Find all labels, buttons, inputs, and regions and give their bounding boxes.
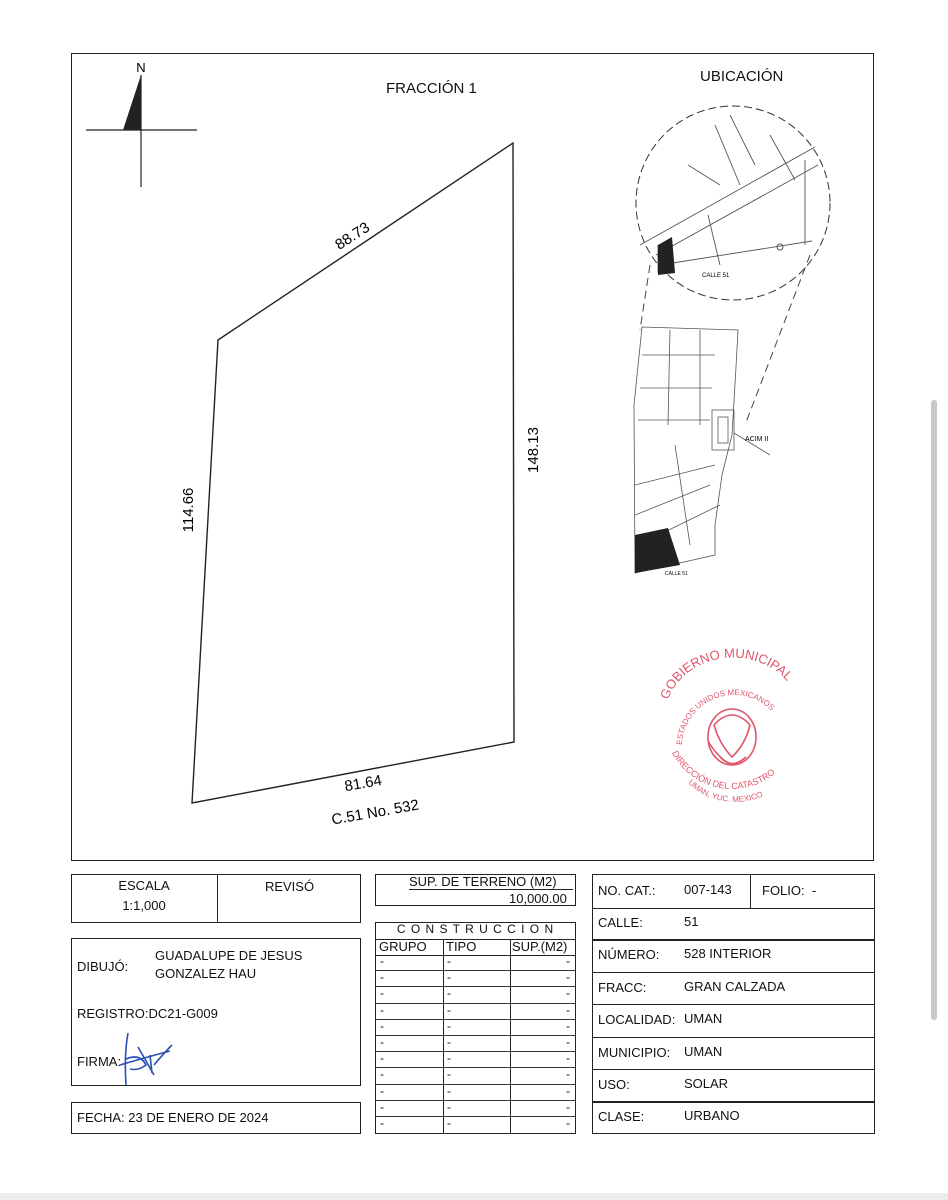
construction-cell: - — [447, 1083, 451, 1098]
cat-label: NO. CAT.: — [598, 883, 656, 898]
construction-cell: - — [566, 1067, 570, 1082]
seal-place-text: UMAN, YUC. MEXICO — [686, 777, 764, 804]
construction-cell: - — [380, 1116, 384, 1130]
construction-cell: - — [380, 1035, 384, 1049]
seal-bottom-text: DIRECCIÓN DEL CATASTRO — [670, 748, 777, 792]
construction-row-divider — [375, 1019, 576, 1020]
construction-row-divider — [375, 1100, 576, 1101]
construction-cell: - — [380, 1067, 384, 1082]
construction-row-divider — [375, 970, 576, 971]
info-row-value: URBANO — [684, 1108, 740, 1124]
construction-cell: - — [566, 970, 570, 985]
info-row-label: NÚMERO: — [598, 947, 660, 963]
construction-cell: - — [380, 1018, 384, 1033]
info-row-value: GRAN CALZADA — [684, 978, 786, 994]
info-row-divider — [592, 972, 875, 973]
construction-header-tipo: TIPO — [446, 939, 477, 954]
land-surface-value: 10,000.00 — [509, 891, 567, 906]
scale-label: ESCALA — [118, 878, 170, 893]
overview-street-label: CALLE 51 — [665, 571, 688, 577]
area-label: ACIM II — [745, 436, 769, 443]
info-row-value: 51 — [684, 914, 699, 929]
construction-title: C O N S T R U C C I O N — [396, 922, 555, 936]
construction-cell: - — [447, 1035, 451, 1049]
info-row-divider — [592, 1004, 875, 1005]
date-label: FECHA: 23 DE ENERO DE 2024 — [77, 1110, 269, 1125]
signature-graphic — [110, 1025, 180, 1090]
construction-cell: - — [566, 954, 570, 968]
construction-row-divider — [375, 1084, 576, 1085]
construction-cell: - — [566, 1099, 570, 1114]
reviewed-label: REVISÓ — [264, 879, 315, 894]
construction-cell: - — [447, 1099, 451, 1114]
eagle-emblem-icon — [708, 709, 756, 765]
construction-cell: - — [380, 1051, 384, 1066]
construction-cell: - — [566, 1035, 570, 1049]
construction-cell: - — [380, 986, 384, 1001]
address-label: C.51 No. 532 — [330, 796, 421, 829]
construction-cell: - — [447, 1002, 451, 1017]
construction-row-divider — [375, 1035, 576, 1036]
drafter-label: DIBUJÓ: — [77, 959, 129, 974]
info-row-value: 528 INTERIOR — [684, 946, 772, 962]
info-row-divider — [592, 1037, 875, 1038]
info-row-value: UMAN — [684, 1043, 723, 1059]
construction-cell: - — [566, 1002, 570, 1017]
construction-row-divider — [375, 1051, 576, 1052]
info-row-label: MUNICIPIO: — [598, 1044, 671, 1060]
drafter-name-line2: GONZALEZ HAU — [155, 966, 257, 981]
side-bottom-label: 81.64 — [343, 771, 384, 796]
construction-cell: - — [447, 986, 451, 1001]
construction-row-divider — [375, 1067, 576, 1068]
cat-value: 007-143 — [684, 882, 732, 897]
construction-cell: - — [380, 1083, 384, 1098]
north-label: N — [136, 60, 146, 75]
construction-cell: - — [447, 1051, 451, 1066]
folio-label: FOLIO: — [762, 883, 805, 898]
construction-cell: - — [380, 1099, 384, 1114]
registry-label: REGISTRO:DC21-G009 — [77, 1006, 218, 1021]
north-arrow-icon — [86, 75, 197, 187]
land-surface-label: SUP. DE TERRENO (M2) — [409, 874, 557, 889]
construction-cell: - — [447, 970, 451, 985]
seal-inner-text: ESTADOS UNIDOS MEXICANOS — [674, 687, 777, 746]
municipal-seal — [650, 645, 810, 820]
construction-cell: - — [380, 1002, 384, 1017]
construction-header-grupo: GRUPO — [379, 939, 427, 954]
construction-row-divider — [375, 986, 576, 987]
construction-cell: - — [566, 986, 570, 1001]
construction-cell: - — [566, 1083, 570, 1098]
construction-cell: - — [566, 1018, 570, 1033]
construction-cell: - — [447, 1067, 451, 1082]
construction-cell: - — [447, 954, 451, 968]
location-title: UBICACIÓN — [700, 68, 784, 85]
plan-title: FRACCIÓN 1 — [386, 80, 477, 97]
side-left-label: 114.66 — [180, 487, 197, 533]
folio-value: - — [812, 883, 817, 898]
construction-cell: - — [447, 1018, 451, 1033]
construction-cell: - — [566, 1051, 570, 1066]
construction-cell: - — [380, 954, 384, 968]
construction-cell: - — [380, 970, 384, 985]
info-row-divider — [592, 1069, 875, 1070]
construction-header-sup: SUP.(M2) — [512, 939, 568, 954]
signature-label: FIRMA: — [77, 1054, 122, 1069]
side-top-label: 88.73 — [332, 218, 373, 254]
construction-row-divider — [375, 1116, 576, 1117]
info-row-value: SOLAR — [684, 1076, 729, 1091]
info-row-label: USO: — [598, 1077, 630, 1092]
construction-cell: - — [566, 1116, 570, 1130]
info-row-label: LOCALIDAD: — [598, 1012, 676, 1028]
location-map — [620, 105, 850, 585]
seal-top-text: GOBIERNO MUNICIPAL — [656, 645, 797, 702]
info-row-divider — [592, 1101, 875, 1102]
page-edge — [0, 1193, 948, 1200]
info-row-value: UMAN — [684, 1011, 723, 1027]
info-row-label: FRACC: — [598, 979, 647, 995]
side-right-label: 148.13 — [525, 427, 542, 473]
drafter-name-line1: GUADALUPE DE JESUS — [155, 948, 303, 963]
construction-cell: - — [447, 1116, 451, 1130]
construction-row-divider — [375, 1003, 576, 1004]
scale-value: 1:1,000 — [122, 898, 166, 913]
info-row-divider — [592, 939, 875, 940]
info-row-label: CALLE: — [598, 915, 643, 930]
info-row-label: CLASE: — [598, 1109, 645, 1125]
detail-street-label: CALLE 51 — [702, 273, 730, 279]
